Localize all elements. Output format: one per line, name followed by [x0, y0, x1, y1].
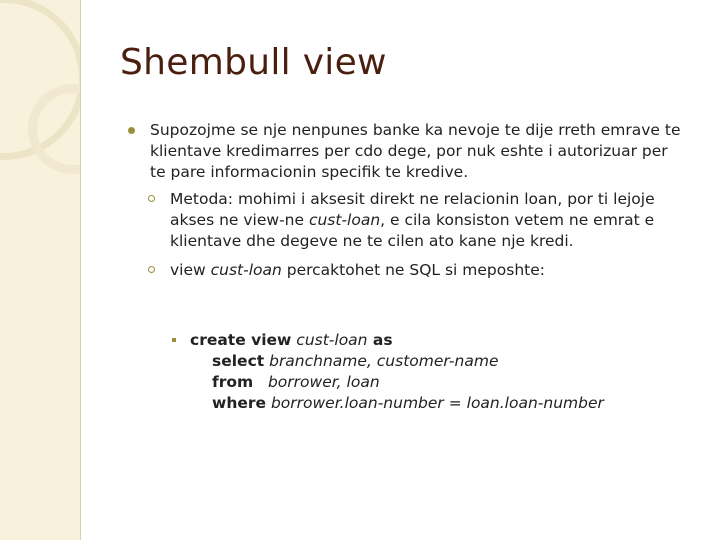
slide-title: Shembull view — [120, 42, 387, 83]
sub2-text-b: percaktohet ne SQL si meposhte: — [281, 261, 545, 279]
code-line-4 — [168, 393, 604, 414]
sub-bullet-ring-icon — [148, 266, 155, 273]
sub2-text-a: view — [170, 261, 211, 279]
bullet-main-text: Supozojme se nje nenpunes banke ka nevoje te dije rreth emrave te klientave kredimarres per cdo dege, por nuk eshte i autorizuar per te pare informacionin specifik te kredive. — [150, 121, 681, 181]
code-line-2 — [168, 351, 604, 372]
sub-bullet-ring-icon — [148, 195, 155, 202]
code-keyword: where — [212, 394, 267, 412]
sub-bullet-method-text — [170, 189, 696, 252]
bullet-dot-icon — [128, 127, 135, 134]
sub-bullet-method — [148, 189, 696, 252]
sub-bullet-sql-text — [170, 260, 696, 281]
decorative-sidebar — [0, 0, 81, 540]
sub-bullet-sql — [148, 260, 696, 281]
sub1-italic: cust-loan — [308, 211, 381, 229]
code-identifier: cust-loan — [291, 331, 368, 349]
code-line-1 — [168, 330, 604, 351]
code-keyword: create view — [190, 331, 292, 349]
sub2-italic: cust-loan — [210, 261, 282, 279]
code-identifier: borrower.loan-number = loan.loan-number — [266, 394, 604, 412]
sub1-text-a: Metoda: mohimi i aksesit direkt ne relacionin loan, por ti lejoje akses ne view-ne — [170, 190, 655, 229]
bullet-main — [128, 120, 688, 183]
square-bullet-icon — [172, 338, 176, 342]
code-keyword: select — [212, 352, 265, 370]
code-line-3 — [168, 372, 604, 393]
sub1-text-b: , e cila konsiston vetem ne emrat e klientave dhe degeve ne te cilen ato kane nje kredi. — [170, 211, 655, 250]
code-identifier: branchname, customer-name — [264, 352, 499, 370]
sql-code-block — [168, 330, 604, 414]
code-keyword: as — [367, 331, 393, 349]
code-keyword: from — [212, 373, 254, 391]
code-identifier: borrower, loan — [253, 373, 380, 391]
